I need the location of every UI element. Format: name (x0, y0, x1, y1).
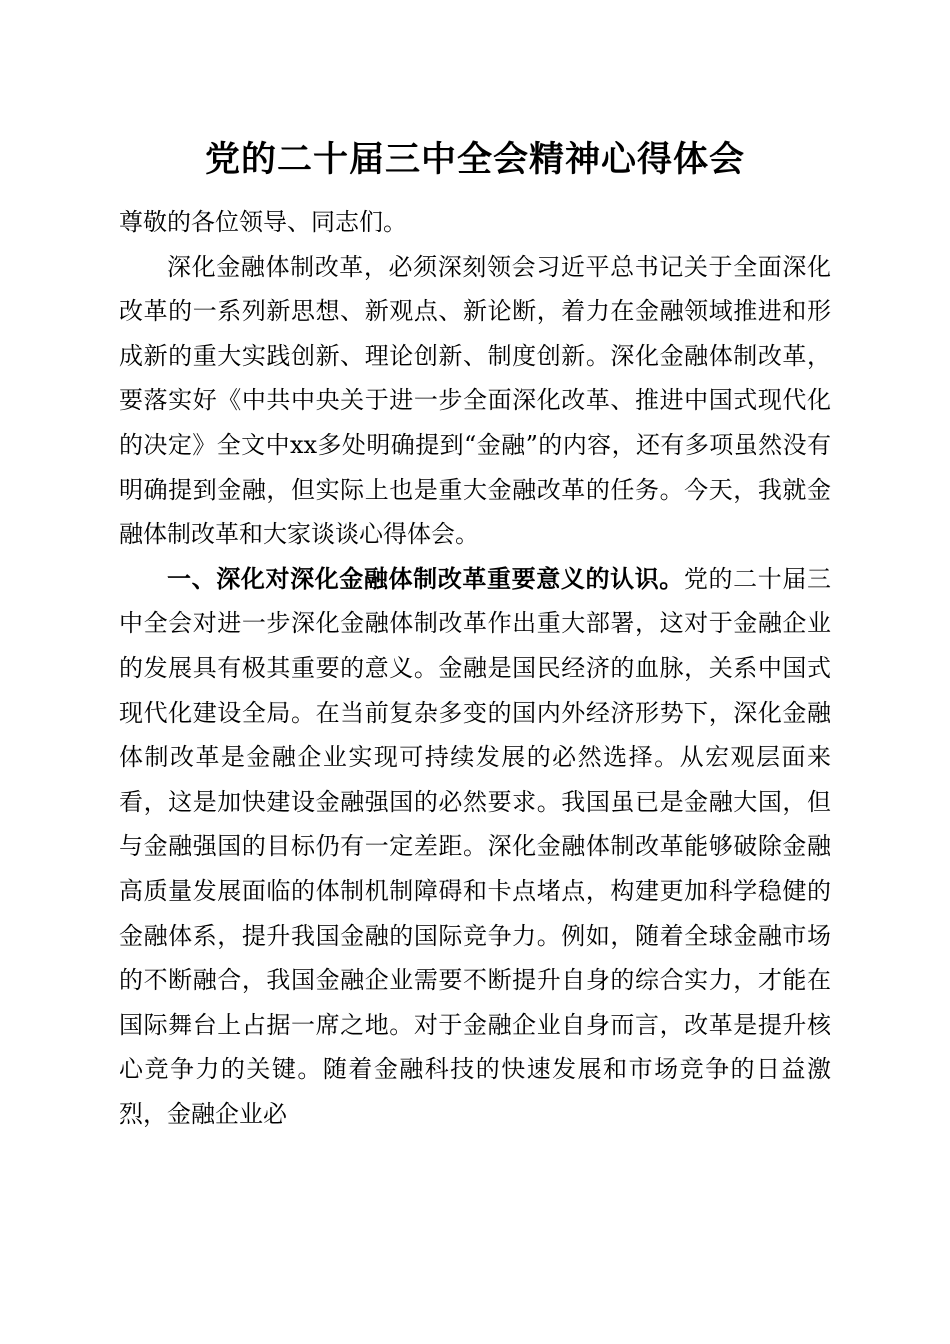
document-body (119, 200, 831, 1136)
section-1-heading: 一、深化对深化金融体制改革重要意义的认识。 (167, 564, 684, 593)
salutation: 尊敬的各位领导、同志们。 (119, 208, 407, 236)
section-1-paragraph (119, 557, 831, 1137)
section-1-text: 党的二十届三中全会对进一步深化金融体制改革作出重大部署，这对于金融企业的发展具有极其重要的意义。金融是国民经济的血脉，关系中国式现代化建设全局。在当前复杂多变的国内外经济形势下，深化金融体制改革是金融企业实现可持续发展的必然选择。从宏观层面来看，这是加快建设金融强国的必然要求。我国虽已是金融大国，但与金融强国的目标仍有一定差距。深化金融体制改革能够破除金融高质量发展面临的体制机制障碍和卡点堵点，构建更加科学稳健的金融体系，提升我国金融的国际竞争力。例如，随着全球金融市场的不断融合，我国金融企业需要不断提升自身的综合实力，才能在国际舞台上占据一席之地。对于金融企业自身而言，改革是提升核心竞争力的关键。随着金融科技的快速发展和市场竞争的日益激烈，金融企业必 (119, 564, 831, 1128)
intro-paragraph: 深化金融体制改革，必须深刻领会习近平总书记关于全面深化改革的一系列新思想、新观点、新论断，着力在金融领域推进和形成新的重大实践创新、理论创新、制度创新。深化金融体制改革，要落实好《中共中央关于进一步全面深化改革、推进中国式现代化的决定》全文中xx多处明确提到“金融”的内容，还有多项虽然没有明确提到金融，但实际上也是重大金融改革的任务。今天，我就金融体制改革和大家谈谈心得体会。 (119, 252, 831, 549)
document-title: 党的二十届三中全会精神心得体会 (204, 139, 745, 180)
